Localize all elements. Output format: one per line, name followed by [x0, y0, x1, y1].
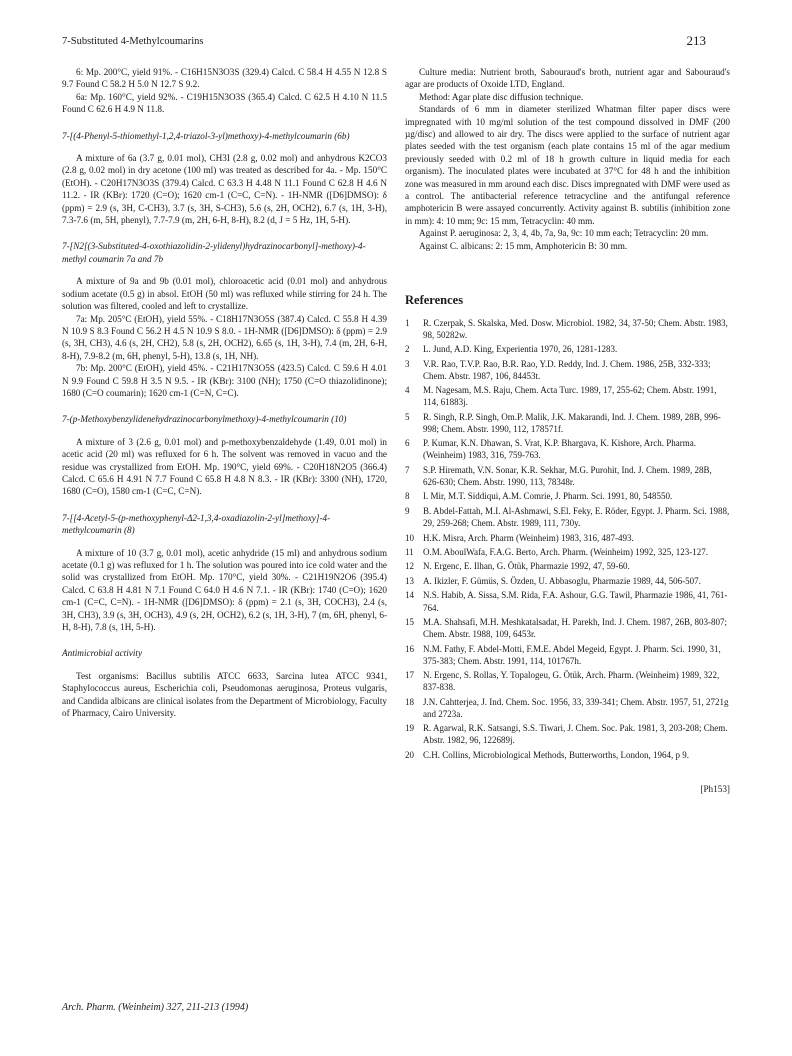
- section-title-8: 7-[[4-Acetyl-5-(p-methoxyphenyl-Δ2-1,3,4-oxadiazolin-2-yl]methoxy]-4-methylcoumarin (8): [62, 512, 331, 536]
- reference-item: [405, 317, 730, 341]
- section-title-7a-7b: 7-[N2[(3-Substituted-4-oxothiazolidin-2-ylidenyl)hydrazinocarbonyl]-methoxy)-4-methyl coumarin 7a and 7b: [62, 241, 366, 264]
- reference-number: 13: [405, 575, 414, 586]
- manuscript-code: [Ph153]: [700, 784, 730, 795]
- culture-media: Culture media: Nutrient broth, Sabouraud's broth, nutrient agar and Sabouraud's agar are products of Oxoide LTD, England.: [405, 67, 730, 90]
- reference-text: C.H. Collins, Microbiological Methods, Butterworths, London, 1964, p 9.: [423, 749, 689, 760]
- compound-7a-data: 7a: Mp. 205°C (EtOH), yield 55%. - C18H17N3O5S (387.4) Calcd. C 55.8 H 4.39 N 10.9 S 8.3 Found C 56.2 H 4.5 N 10.9 S 8.0. - 1H-NMR ([D6]DMSO): δ (ppm) = 2.9 (s, 3H, CH3), 4.6 (s, 2H, CH2), 5.8 (s, 2H, OCH2), 6.65 (s, 1H, 3-H), 7.4 (m, 2H, 6-H, 8-H), 7.9-8.2 (m, 6H, phenyl, 5-H), 13.8 (s, 1H, NH).: [62, 313, 387, 361]
- reference-text: R. Singh, R.P. Singh, Om.P. Malik, J.K. Makarandi, Ind. J. Chem. 1989, 28B, 996-998; Chem. Abstr. 1990, 112, 178571f.: [423, 411, 721, 434]
- reference-item: [405, 643, 730, 667]
- reference-number: 12: [405, 561, 414, 572]
- reference-text: J.N. Cahtterjea, J. Ind. Chem. Soc. 1956, 33, 339-341; Chem. Abstr. 1957, 51, 2721g and 2723a.: [423, 696, 729, 719]
- method: Method: Agar plate disc diffusion technique.: [419, 91, 584, 102]
- activity-c-albicans: Against C. albicans: 2: 15 mm, Amphotericin B: 30 mm.: [419, 240, 628, 251]
- reference-text: N. Ergenc, S. Rollas, Y. Topalogeu, G. Ötük, Arch. Pharm. (Weinheim) 1989, 322, 837-838.: [423, 670, 720, 693]
- reference-item: [405, 358, 730, 382]
- reference-number: 11: [405, 547, 414, 557]
- reference-number: 3: [405, 358, 410, 369]
- procedure-10: A mixture of 3 (2.6 g, 0.01 mol) and p-methoxybenzaldehyde (1.49, 0.01 mol) in acetic acid (20 ml) was refluxed for 6 h. The solvent was removed in vacuo and the residue was crystallized from EtOH. Mp. 190°C, yield 69%. - C20H18N2O5 (366.4) Calcd. C 65.6 H 4.91 N 7.7 Found C 65.8 H 4.8 N 8.3. - IR (KBr): 3300 (NH), 1720, 1680 (C=O), 1580 cm-1 (C=C, C=N).: [62, 436, 387, 497]
- reference-number: 20: [405, 749, 414, 760]
- references-heading: References: [405, 293, 464, 308]
- procedure-7a-7b: A mixture of 9a and 9b (0.01 mol), chloroacetic acid (0.01 mol) and anhydrous sodium acetate (0.5 g) in absol. EtOH (50 ml) was refluxed while stirring for 24 h. The solution was filtered, cooled and left to crystallize.: [62, 276, 387, 312]
- reference-number: 8: [405, 491, 410, 502]
- reference-number: 1: [405, 317, 410, 328]
- reference-text: H.K. Misra, Arch. Pharm (Weinheim) 1983, 316, 487-493.: [423, 532, 634, 543]
- right-column: [405, 66, 730, 795]
- reference-list: [405, 317, 730, 762]
- reference-text: O.M. AboulWafa, F.A.G. Berto, Arch. Pharm. (Weinheim) 1992, 325, 123-127.: [423, 547, 709, 557]
- reference-item: [405, 532, 730, 544]
- left-column: [62, 66, 387, 719]
- reference-text: M.A. Shahsafi, M.H. Meshkatalsadat, H. Parekh, Ind. J. Chem. 1987, 26B, 803-807; Chem. Abstr. 1988, 109, 6453r.: [423, 617, 727, 640]
- section-title-antimicrobial: Antimicrobial activity: [62, 648, 143, 659]
- reference-number: 5: [405, 411, 410, 422]
- reference-number: 6: [405, 438, 410, 449]
- reference-text: L. Jund, A.D. King, Experientia 1970, 26, 1281-1283.: [423, 344, 618, 355]
- reference-number: 16: [405, 643, 414, 654]
- reference-number: 2: [405, 344, 410, 355]
- compound-7b-data: 7b: Mp. 200°C (EtOH), yield 45%. - C21H17N3O5S (423.5) Calcd. C 59.6 H 4.01 N 9.9 Found C 59.8 H 3.5 N 9.5. - IR (KBr): 3100 (NH); 1750 (C=O thiazolidinone); 1680 (C=O coumarin); 1620 cm-1 (C=N, C=C).: [62, 363, 387, 398]
- reference-item: [405, 722, 730, 746]
- running-title: 7-Substituted 4-Methylcoumarins: [62, 36, 204, 47]
- reference-item: [405, 616, 730, 640]
- procedure-6b: A mixture of 6a (3.7 g, 0.01 mol), CH3I (2.8 g, 0.02 mol) and anhydrous K2CO3 (2.8 g, 0.02 mol) in dry acetone (100 ml) was treated as described for 4a. - Mp. 150°C (EtOH). - C20H17N3O3S (379.4) Calcd. C 63.3 H 4.48 N 11.1 Found C 62.8 H 4.6 N 11.2. - IR (KBr): 1720 (C=O); 1620 cm-1 (C=C, C=N). - 1H-NMR ([D6]DMSO): δ (ppm) = 2.9 (s, 3H, C-CH3), 3.7 (s, 3H, S-CH3), 5.6 (s, 2H, OCH2), 6.7 (s, 1H, 3-H), 7.3-7.6 (m, 5H, phenyl), 7.7-7.9 (m, 2H, 6-H, 8-H), 8.2 (d, J = 5 Hz, 1H, 5-H).: [62, 153, 387, 226]
- page-number: 213: [686, 33, 706, 48]
- reference-item: [405, 437, 730, 461]
- reference-text: N.S. Habib, A. Sissa, S.M. Rida, F.A. Ashour, G.G. Tawil, Pharmazie 1986, 41, 761-764.: [423, 590, 728, 613]
- reference-text: I. Mir, M.T. Siddiqui, A.M. Comrie, J. Pharm. Sci. 1991, 80, 548550.: [423, 491, 673, 502]
- reference-text: S.P. Hiremath, V.N. Sonar, K.R. Sekhar, M.G. Purohit, Ind. J. Chem. 1989, 28B, 626-630; Chem. Abstr. 1990, 113, 78348r.: [423, 464, 712, 487]
- reference-number: 14: [405, 590, 414, 601]
- procedure-8: A mixture of 10 (3.7 g, 0.01 mol), acetic anhydride (15 ml) and anhydrous sodium acetate (0.1 g) was refluxed for 1 h. The solution was poured into ice cold water and the solid was crystallized from EtOH. Mp. 170°C, yield 30%. - C21H19N2O6 (395.4) Calcd. C 63.8 H 4.81 N 7.1 Found C 64.0 H 4.6 N 7.1. - IR (KBr): 1740 (C=O); 1620 cm-1 (C=C, C=N). - 1H-NMR ([D6]DMSO): δ (ppm) = 2.1 (s, 3H, COCH3), 2.4 (s, 3H, CH3), 3.9 (s, 3H, OCH3), 4.9 (s, 2H, OCH2), 6.2 (s, 1H, 3-H), 7 (m, 6H, phenyl, 6-H, 8-H), 7.8 (s, 1H, 5-H).: [62, 547, 387, 633]
- reference-number: 15: [405, 617, 414, 628]
- reference-item: [405, 546, 730, 558]
- reference-text: B. Abdel-Fattah, M.I. Al-Ashmawi, S.El. Feky, E. Röder, Egypt. J. Pharm. Sci. 1988, 29, 259-268; Chem. Abstr. 1989, 111, 730y.: [423, 505, 730, 529]
- reference-number: 9: [405, 505, 410, 516]
- reference-item: [405, 589, 730, 613]
- reference-text: M. Nagesam, M.S. Raju, Chem. Acta Turc. 1989, 17, 255-62; Chem. Abstr. 1991, 114, 61883j.: [423, 385, 717, 408]
- test-organisms: Test organisms: Bacillus subtilis ATCC 6633, Sarcina lutea ATCC 9341, Staphylococcus aureus, Escherichia coli, Pseudomonas aeruginosa, Proteus vulgaris, and Candida albicans are clinical isolates from the Department of Microbiology, Faculty of Pharmacy, Cairo University.: [62, 670, 387, 719]
- reference-text: A. Ikizler, F. Gümüs, S. Özden, U. Abbasoglu, Pharmazie 1989, 44, 506-507.: [423, 575, 701, 586]
- reference-item: [405, 384, 730, 408]
- compound-6-data: 6: Mp. 200°C, yield 91%. - C16H15N3O3S (329.4) Calcd. C 58.4 H 4.55 N 12.8 S 9.7 Found C 58.2 H 5.0 N 12.7 S 9.2.: [62, 67, 387, 90]
- reference-number: 7: [405, 464, 410, 475]
- reference-item: [405, 464, 730, 488]
- reference-number: 4: [405, 385, 410, 396]
- reference-text: N. Ergenc, E. Ilhan, G. Ötük, Pharmazie 1992, 47, 59-60.: [423, 561, 630, 572]
- reference-item: [405, 490, 730, 502]
- reference-item: [405, 575, 730, 587]
- compound-6a-data: 6a: Mp. 160°C, yield 92%. - C19H15N3O3S (365.4) Calcd. C 62.5 H 4.10 N 11.5 Found C 62.6 H 4.9 N 11.8.: [62, 91, 387, 115]
- reference-item: [405, 560, 730, 572]
- reference-item: [405, 505, 730, 529]
- section-title-10: 7-(p-Methoxybenzylidenehydrazinocarbonylmethoxy)-4-methylcoumarin (10): [62, 414, 347, 425]
- reference-text: V.R. Rao, T.V.P. Rao, B.R. Rao, Y.D. Reddy, Ind. J. Chem. 1986, 25B, 332-333; Chem. Abstr. 1987, 106, 84453t.: [423, 358, 711, 381]
- reference-number: 19: [405, 723, 414, 734]
- reference-number: 18: [405, 696, 414, 707]
- standards-procedure: Standards of 6 mm in diameter sterilized Whatman filter paper discs were impregnated with 10 mg/ml solution of the test compound dissolved in DMF (200 µg/disc) and allowed to air dry. The discs were applied to the surface of nutrient agar plates seeded with the test organism (each plate contains 15 ml of the agar medium previously seeded with 0.2 ml of 18 h growth culture in liquid media for each organism). The inoculated plates were incubated at 37°C for 48 h and the inhibition zone was measured in mm around each disc. Discs impregnated with DMF were used as a control. The antibacterial reference tetracycline and the antifungal reference amphotericin B were assayed concurrently. Activity against B. subtilis (inhibition zone in mm): 4: 10 mm; 9c: 15 mm, Tetracyclin: 40 mm.: [405, 104, 730, 226]
- reference-text: R. Agarwal, R.K. Satsangi, S.S. Tiwari, J. Chem. Soc. Pak. 1981, 3, 203-208; Chem. Abstr. 1982, 96, 122689j.: [423, 723, 728, 746]
- reference-text: N.M. Fathy, F. Abdel-Motti, F.M.E. Abdel Megeid, Egypt. J. Pharm. Sci. 1990, 31, 375-383; Chem. Abstr. 1991, 114, 101767h.: [423, 643, 721, 666]
- reference-item: [405, 343, 730, 355]
- section-title-6b: 7-[(4-Phenyl-5-thiomethyl-1,2,4-triazol-3-yl)methoxy)-4-methylcoumarin (6b): [62, 130, 350, 141]
- reference-number: 10: [405, 532, 414, 543]
- reference-text: R. Czerpak, S. Skalska, Med. Dosw. Microbiol. 1982, 34, 37-50; Chem. Abstr. 1983, 98, 50282w.: [423, 317, 728, 340]
- reference-text: P. Kumar, K.N. Dhawan, S. Vrat, K.P. Bhargava, K. Kishore, Arch. Pharma. (Weinheim) 1983, 316, 759-763.: [423, 438, 696, 461]
- reference-number: 17: [405, 670, 414, 681]
- reference-item: [405, 696, 730, 720]
- reference-item: [405, 669, 730, 693]
- reference-item: [405, 749, 730, 761]
- journal-citation: Arch. Pharm. (Weinheim) 327, 211-213 (1994): [62, 1002, 249, 1013]
- activity-p-aeruginosa: Against P. aeruginosa: 2, 3, 4, 4b, 7a, 9a, 9c: 10 mm each; Tetracyclin: 20 mm.: [419, 228, 709, 239]
- reference-item: [405, 411, 730, 435]
